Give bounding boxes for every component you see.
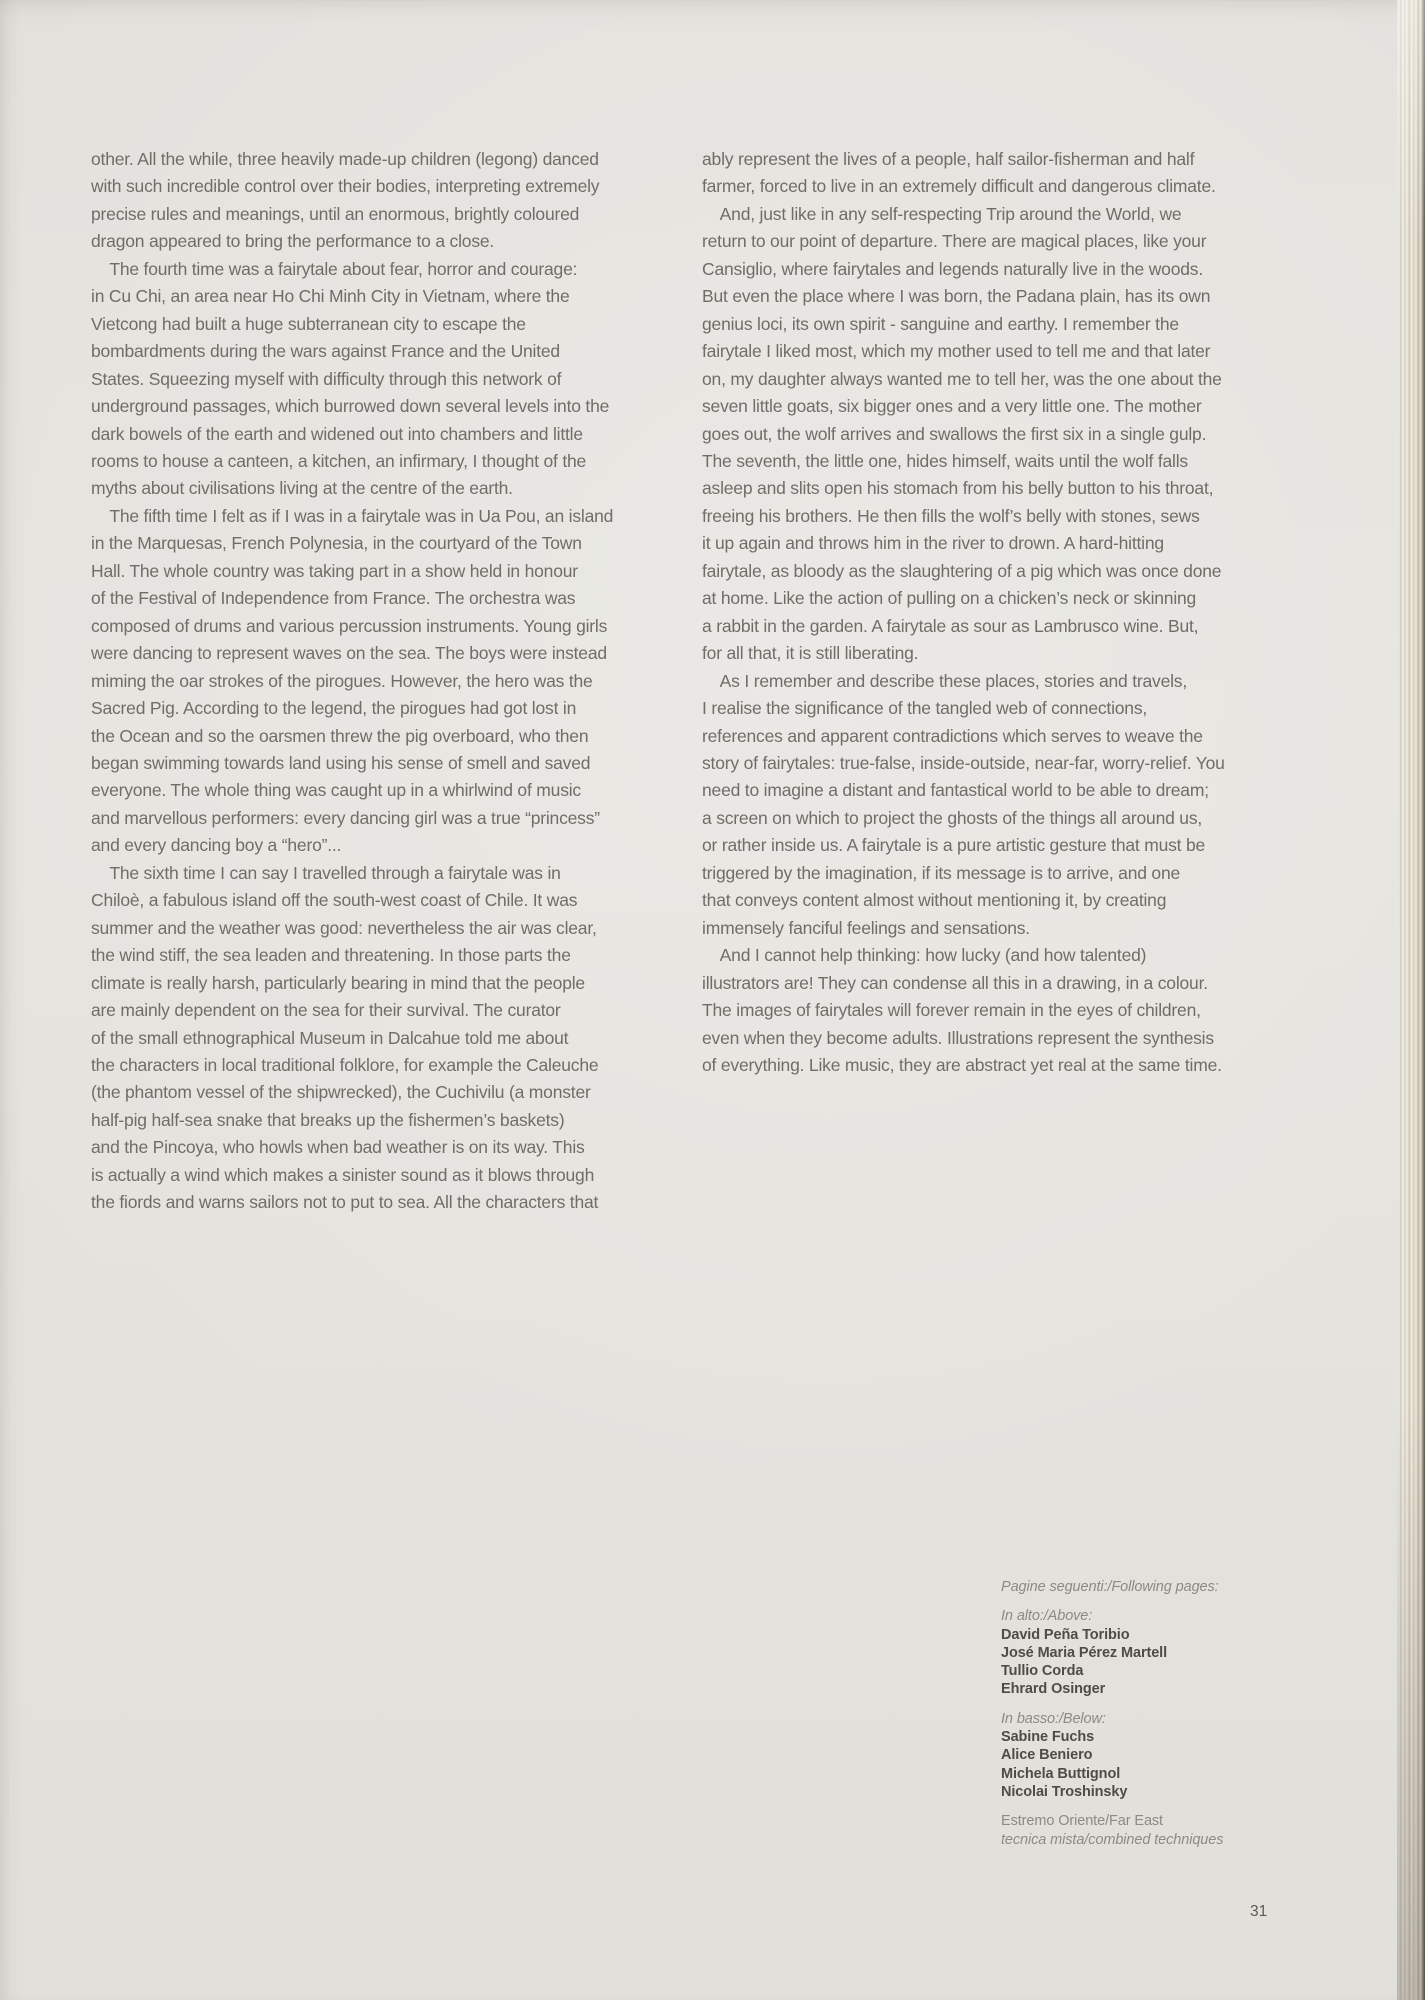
text-line: of the small ethnographical Museum in Dalcahue told me about [91,1027,569,1048]
text-line: in the Marquesas, French Polynesia, in the courtyard of the Town [91,533,582,554]
page-edge-stack [1397,0,1425,2000]
text-line: The sixth time I can say I travelled through a fairytale was in [91,862,561,883]
text-line: asleep and slits open his stomach from his belly button to his throat, [702,478,1214,499]
text-line: ably represent the lives of a people, half sailor-fisherman and half [702,149,1195,169]
right-text-column [702,146,1298,1079]
text-line: is actually a wind which makes a sinister sound as it blows through [91,1164,595,1185]
text-line: the Ocean and so the oarsmen threw the pig overboard, who then [91,725,589,746]
credits-below-group [1001,1710,1301,1801]
text-line: underground passages, which burrowed down several levels into the [91,396,610,417]
above-label: In alto:/Above: [1001,1608,1093,1625]
text-line: And, just like in any self-respecting Trip around the World, we [702,203,1182,224]
photo-credits-caption [1001,1578,1301,1849]
text-line: The images of fairytales will forever remain in the eyes of children, [702,1000,1201,1021]
text-line: and the Pincoya, who howls when bad weather is on its way. This [91,1137,585,1158]
text-line: (the phantom vessel of the shipwrecked), the Cuchivilu (a monster [91,1082,591,1103]
text-line: and every dancing boy a “hero”... [91,835,342,856]
text-line: of the Festival of Independence from France. The orchestra was [91,588,576,609]
text-line: immensely fanciful feelings and sensations. [702,917,1030,938]
credit-name: José Maria Pérez Martell [1001,1644,1168,1661]
text-line: on, my daughter always wanted me to tell her, was the one about the [702,368,1222,389]
text-line: the wind stiff, the sea leaden and threatening. In those parts the [91,945,571,966]
text-line: Sacred Pig. According to the legend, the pirogues had got lost in [91,698,577,719]
credits-above-group [1001,1607,1301,1698]
text-line: fairytale, as bloody as the slaughtering of a pig which was once done [702,560,1222,581]
credit-name: David Peña Toribio [1001,1626,1130,1643]
credit-name: Tullio Corda [1001,1663,1084,1680]
text-line: The fifth time I felt as if I was in a fairytale was in Ua Pou, an island [91,505,614,526]
text-line: Chiloè, a fabulous island off the south-west coast of Chile. It was [91,890,578,911]
text-line: triggered by the imagination, if its message is to arrive, and one [702,862,1181,883]
text-line: And I cannot help thinking: how lucky (and how talented) [702,945,1147,966]
text-line: return to our point of departure. There are magical places, like your [702,231,1207,252]
text-line: myths about civilisations living at the centre of the earth. [91,478,513,499]
text-line: I realise the significance of the tangled web of connections, [702,698,1148,719]
below-names-list [1001,1728,1301,1801]
above-names-list [1001,1626,1301,1699]
text-line: The fourth time was a fairytale about fear, horror and courage: [91,258,578,279]
text-line: The seventh, the little one, hides himself, waits until the wolf falls [702,450,1188,471]
text-line: at home. Like the action of pulling on a chicken’s neck or skinning [702,588,1197,609]
text-line: that conveys content almost without mentioning it, by creating [702,890,1167,911]
text-line: dark bowels of the earth and widened out into chambers and little [91,423,583,444]
credit-name: Ehrard Osinger [1001,1681,1106,1698]
artwork-info-group [1001,1812,1301,1849]
below-label: In basso:/Below: [1001,1710,1106,1727]
text-line: need to imagine a distant and fantastical world to be able to dream; [702,780,1209,801]
text-line: Vietcong had built a huge subterranean city to escape the [91,313,526,334]
text-line: summer and the weather was good: nevertheless the air was clear, [91,917,597,938]
text-line: are mainly dependent on the sea for their survival. The curator [91,1000,561,1021]
text-line: in Cu Chi, an area near Ho Chi Minh City in Vietnam, where the [91,286,570,307]
page-number: 31 [1250,1903,1268,1920]
text-line: everyone. The whole thing was caught up in a whirlwind of music [91,780,581,801]
text-line: the fiords and warns sailors not to put to sea. All the characters that [91,1192,599,1213]
text-line: it up again and throws him in the river to drown. A hard-hitting [702,533,1164,554]
text-line: dragon appeared to bring the performance to a close. [91,231,495,252]
text-line: miming the oar strokes of the pirogues. However, the hero was the [91,670,593,691]
credit-name: Nicolai Troshinsky [1001,1783,1128,1800]
left-text-column [91,146,687,1217]
credit-name: Sabine Fuchs [1001,1729,1095,1746]
text-line: other. All the while, three heavily made-up children (legong) danced [91,149,599,169]
text-line: and marvellous performers: every dancing girl was a true “princess” [91,807,600,828]
text-line: half-pig half-sea snake that breaks up the fishermen’s baskets) [91,1109,565,1130]
text-line: began swimming towards land using his sense of smell and saved [91,752,591,773]
text-line: a rabbit in the garden. A fairytale as sour as Lambrusco wine. But, [702,615,1199,636]
text-line: were dancing to represent waves on the sea. The boys were instead [91,643,607,664]
credit-name: Alice Beniero [1001,1747,1093,1764]
text-line: climate is really harsh, particularly bearing in mind that the people [91,972,585,993]
text-line: even when they become adults. Illustrations represent the synthesis [702,1027,1214,1048]
text-line: a screen on which to project the ghosts of the things all around us, [702,807,1203,828]
text-line: precise rules and meanings, until an enormous, brightly coloured [91,203,580,224]
text-line: As I remember and describe these places, stories and travels, [702,670,1188,691]
text-line: for all that, it is still liberating. [702,643,919,664]
text-line: genius loci, its own spirit - sanguine and earthy. I remember the [702,313,1179,334]
text-line: But even the place where I was born, the Padana plain, has its own [702,286,1211,307]
text-line: or rather inside us. A fairytale is a pure artistic gesture that must be [702,835,1206,856]
text-line: seven little goats, six bigger ones and a very little one. The mother [702,396,1202,417]
text-line: composed of drums and various percussion instruments. Young girls [91,615,608,636]
text-line: references and apparent contradictions which serves to weave the [702,725,1203,746]
text-line: rooms to house a canteen, a kitchen, an infirmary, I thought of the [91,450,587,471]
text-line: freeing his brothers. He then fills the wolf’s belly with stones, sews [702,505,1200,526]
artwork-title: Estremo Oriente/Far East [1001,1813,1163,1830]
text-line: with such incredible control over their bodies, interpreting extremely [91,176,600,197]
text-line: fairytale I liked most, which my mother used to tell me and that later [702,341,1211,362]
text-line: story of fairytales: true-false, inside-outside, near-far, worry-relief. You [702,752,1225,773]
following-pages-label: Pagine seguenti:/Following pages: [1001,1579,1219,1595]
text-line: of everything. Like music, they are abstract yet real at the same time. [702,1054,1222,1075]
credit-name: Michela Buttignol [1001,1765,1121,1782]
text-line: goes out, the wolf arrives and swallows the first six in a single gulp. [702,423,1207,444]
text-line: Cansiglio, where fairytales and legends naturally live in the woods. [702,258,1203,279]
text-line: farmer, forced to live in an extremely difficult and dangerous climate. [702,176,1216,197]
text-line: the characters in local traditional folklore, for example the Caleuche [91,1054,599,1075]
text-line: illustrators are! They can condense all this in a drawing, in a colour. [702,972,1208,993]
artwork-technique: tecnica mista/combined techniques [1001,1831,1224,1848]
text-line: bombardments during the wars against France and the United [91,341,560,362]
text-line: Hall. The whole country was taking part in a show held in honour [91,560,578,581]
text-line: States. Squeezing myself with difficulty through this network of [91,368,562,389]
